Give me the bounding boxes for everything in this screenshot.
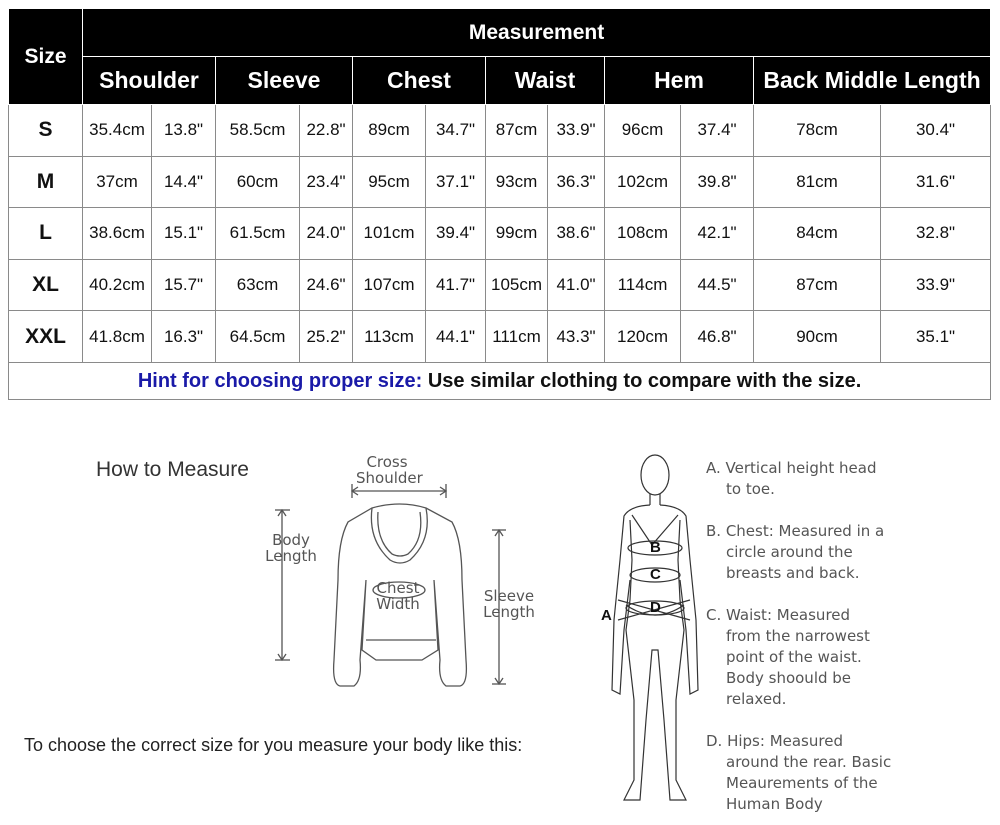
body-length-label-line2: Length — [265, 547, 317, 565]
table-cell: 64.5cm — [216, 311, 300, 363]
table-cell: 22.8" — [300, 105, 353, 157]
body-length-label-line1: Body — [272, 531, 310, 549]
size-cell: XL — [9, 259, 83, 311]
table-cell: 58.5cm — [216, 105, 300, 157]
table-cell: 99cm — [486, 208, 548, 260]
table-cell: 31.6" — [881, 156, 991, 208]
table-cell: 24.6" — [300, 259, 353, 311]
table-cell: 42.1" — [681, 208, 754, 260]
how-to-measure-title: How to Measure — [96, 458, 249, 481]
hint-label: Hint for choosing proper size: — [137, 369, 423, 392]
table-cell: 35.4cm — [83, 105, 152, 157]
table-cell: 41.0" — [548, 259, 605, 311]
table-cell: 113cm — [353, 311, 426, 363]
note-b-rest: circle around the breasts and back. — [726, 543, 860, 582]
table-cell: 102cm — [605, 156, 681, 208]
column-header-back-middle-length: Back Middle Length — [754, 57, 991, 105]
table-cell: 46.8" — [681, 311, 754, 363]
table-cell: 13.8" — [152, 105, 216, 157]
table-cell: 35.1" — [881, 311, 991, 363]
table-cell: 33.9" — [548, 105, 605, 157]
body-letter-b: B — [650, 539, 661, 556]
size-cell: L — [9, 208, 83, 260]
note-c — [706, 605, 886, 710]
table-cell: 44.5" — [681, 259, 754, 311]
table-cell: 23.4" — [300, 156, 353, 208]
table-cell: 78cm — [754, 105, 881, 157]
table-cell: 16.3" — [152, 311, 216, 363]
column-header-hem: Hem — [605, 57, 754, 105]
table-cell: 25.2" — [300, 311, 353, 363]
sleeve-length-label-line2: Length — [483, 603, 535, 621]
body-letter-a: A — [601, 607, 612, 624]
table-cell: 114cm — [605, 259, 681, 311]
table-cell: 105cm — [486, 259, 548, 311]
column-header-waist: Waist — [486, 57, 605, 105]
table-cell: 39.8" — [681, 156, 754, 208]
table-cell: 15.1" — [152, 208, 216, 260]
chest-width-label-line2: Width — [376, 595, 420, 613]
cross-shoulder-label-line1: Cross — [366, 453, 408, 471]
body-letter-c: C — [650, 566, 661, 583]
table-cell: 61.5cm — [216, 208, 300, 260]
column-header-shoulder: Shoulder — [83, 57, 216, 105]
note-c-first: C. Waist: Measured — [706, 606, 851, 624]
table-cell: 87cm — [754, 259, 881, 311]
table-cell: 40.2cm — [83, 259, 152, 311]
table-cell: 43.3" — [548, 311, 605, 363]
table-cell: 107cm — [353, 259, 426, 311]
column-header-sleeve: Sleeve — [216, 57, 353, 105]
measurement-header: Measurement — [83, 9, 991, 57]
note-d — [706, 731, 896, 815]
note-b — [706, 521, 906, 584]
table-cell: 41.7" — [426, 259, 486, 311]
note-d-rest: around the rear. Basic Meaurements of the Human Body — [726, 753, 892, 813]
note-a-first: A. Vertical height head — [706, 459, 877, 477]
table-cell: 87cm — [486, 105, 548, 157]
table-cell: 108cm — [605, 208, 681, 260]
column-header-chest: Chest — [353, 57, 486, 105]
table-cell: 111cm — [486, 311, 548, 363]
table-cell: 37.1" — [426, 156, 486, 208]
table-cell: 38.6" — [548, 208, 605, 260]
table-cell: 32.8" — [881, 208, 991, 260]
table-cell: 84cm — [754, 208, 881, 260]
size-cell: S — [9, 105, 83, 157]
size-cell: M — [9, 156, 83, 208]
hint-text: Use similar clothing to compare with the size. — [422, 369, 862, 392]
table-cell: 37cm — [83, 156, 152, 208]
table-cell: 39.4" — [426, 208, 486, 260]
table-cell: 36.3" — [548, 156, 605, 208]
table-cell: 60cm — [216, 156, 300, 208]
table-cell: 93cm — [486, 156, 548, 208]
table-cell: 89cm — [353, 105, 426, 157]
table-cell: 14.4" — [152, 156, 216, 208]
table-cell: 44.1" — [426, 311, 486, 363]
chest-width-label-line1: Chest — [376, 579, 420, 597]
table-cell: 33.9" — [881, 259, 991, 311]
cross-shoulder-label-line2: Shoulder — [356, 469, 423, 487]
size-header: Size — [9, 9, 83, 105]
table-cell: 63cm — [216, 259, 300, 311]
table-cell: 30.4" — [881, 105, 991, 157]
note-c-rest: from the narrowest point of the waist. Body shoould be relaxed. — [726, 627, 870, 708]
size-cell: XXL — [9, 311, 83, 363]
table-cell: 34.7" — [426, 105, 486, 157]
table-cell: 120cm — [605, 311, 681, 363]
table-cell: 24.0" — [300, 208, 353, 260]
table-cell: 41.8cm — [83, 311, 152, 363]
table-cell: 15.7" — [152, 259, 216, 311]
body-letter-d: D — [650, 599, 661, 616]
table-cell: 81cm — [754, 156, 881, 208]
table-cell: 95cm — [353, 156, 426, 208]
table-cell: 38.6cm — [83, 208, 152, 260]
note-a — [706, 458, 991, 500]
note-d-first: D. Hips: Measured — [706, 732, 843, 750]
sleeve-length-label-line1: Sleeve — [483, 587, 535, 605]
note-a-rest: to toe. — [726, 480, 775, 498]
table-cell: 96cm — [605, 105, 681, 157]
instruction-text: To choose the correct size for you measure your body like this: — [24, 735, 523, 755]
table-cell: 101cm — [353, 208, 426, 260]
table-cell: 37.4" — [681, 105, 754, 157]
note-b-first: B. Chest: Measured in a — [706, 522, 885, 540]
table-cell: 90cm — [754, 311, 881, 363]
